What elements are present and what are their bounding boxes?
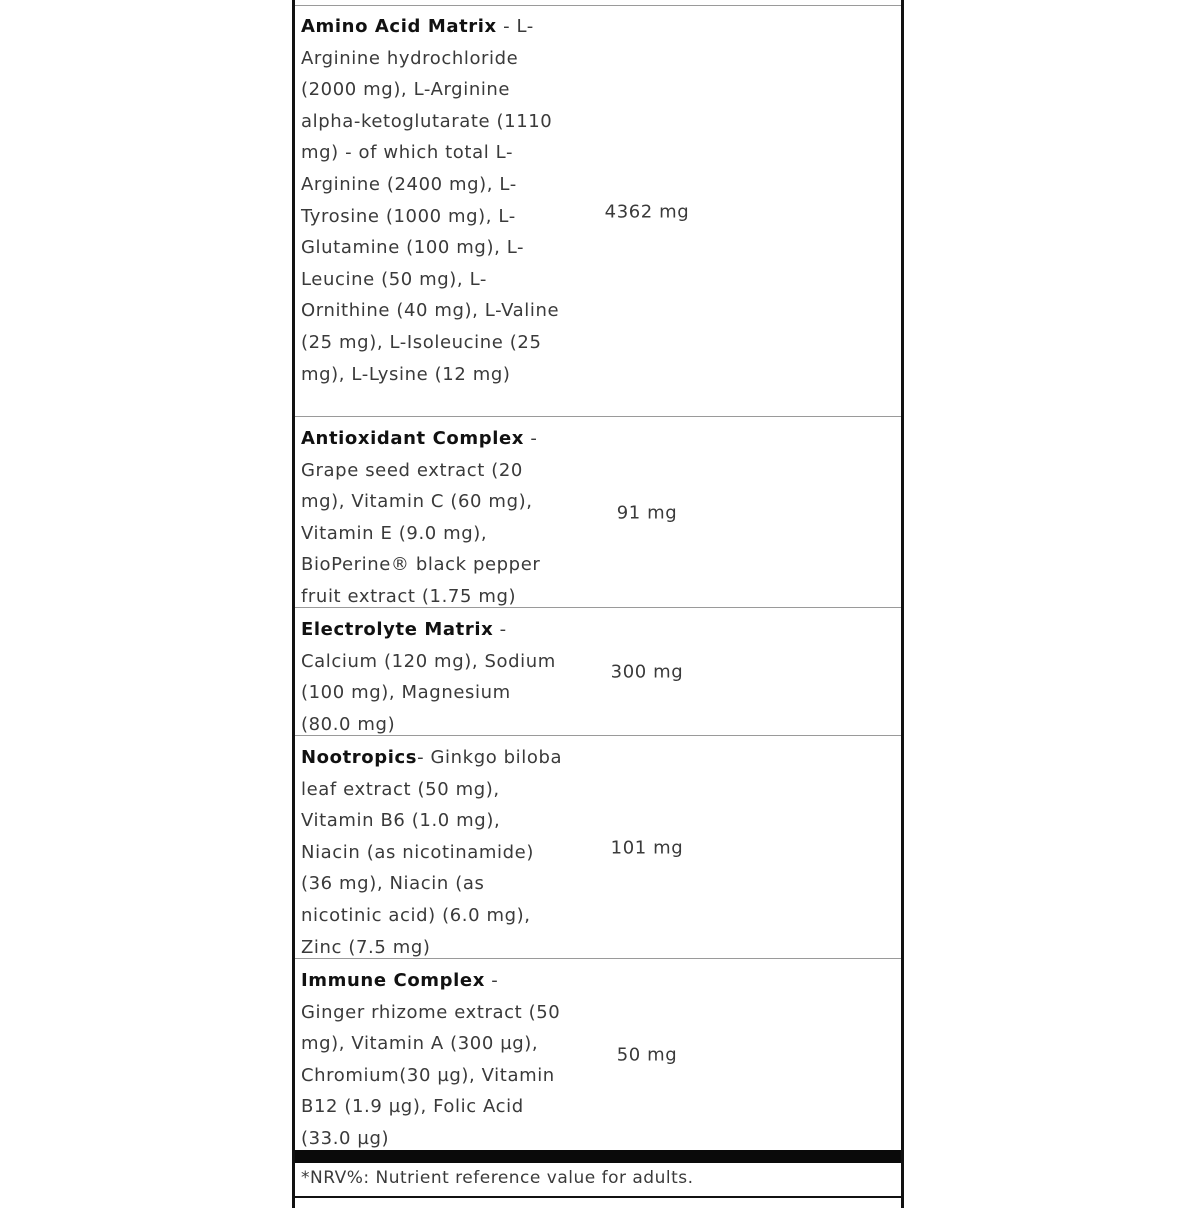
ingredient-description (301, 614, 563, 740)
ingredient-name: Immune Complex (301, 970, 485, 991)
ingredient-detail: - Calcium (120 mg), Sodium (100 mg), Magnesium (80.0 mg) (301, 619, 556, 735)
ingredient-description (301, 965, 563, 1155)
thick-divider (295, 1150, 901, 1163)
ingredient-amount: 50 mg (616, 1044, 678, 1066)
ingredient-amount: 91 mg (616, 502, 678, 524)
ingredient-name: Amino Acid Matrix (301, 16, 497, 37)
ingredient-row-electrolyte (295, 608, 901, 736)
ingredient-description (301, 423, 563, 613)
ingredient-name: Nootropics (301, 747, 418, 768)
ingredient-row-amino-acid (295, 5, 901, 417)
ingredient-detail: - L-Arginine hydrochloride (2000 mg), L-Arginine alpha-ketoglutarate (1110 mg) - of which total L-Arginine (2400 mg), L-Tyrosine (1000 mg), L-Glutamine (100 mg), L-Leucine (50 mg), L-Ornithine (40 mg), L-Valine (25 mg), L-Isoleucine (25 mg), L-Lysine (12 mg) (301, 16, 560, 385)
supplement-facts-panel (292, 0, 904, 1208)
ingredient-name: Electrolyte Matrix (301, 619, 494, 640)
ingredient-row-antioxidant (295, 417, 901, 608)
ingredient-amount: 300 mg (610, 661, 684, 683)
footnote: *NRV%: Nutrient reference value for adults. (301, 1168, 694, 1188)
ingredient-description (301, 11, 563, 390)
ingredient-name: Antioxidant Complex (301, 428, 524, 449)
ingredient-detail: - Ginkgo biloba leaf extract (50 mg), Vitamin B6 (1.0 mg), Niacin (as nicotinamide) (36 mg), Niacin (as nicotinic acid) (6.0 mg), Zinc (7.5 mg) (301, 747, 563, 958)
bottom-divider (295, 1196, 901, 1198)
ingredient-detail: - Grape seed extract (20 mg), Vitamin C (60 mg), Vitamin E (9.0 mg), BioPerine® black pepper fruit extract (1.75 mg) (301, 428, 541, 607)
ingredient-description (301, 742, 563, 963)
ingredient-row-immune (295, 959, 901, 1150)
ingredient-detail: - Ginger rhizome extract (50 mg), Vitamin A (300 µg), Chromium(30 µg), Vitamin B12 (1.9 µg), Folic Acid (33.0 µg) (301, 970, 561, 1149)
ingredient-row-nootropics (295, 736, 901, 959)
ingredient-amount: 101 mg (610, 837, 684, 859)
ingredient-amount: 4362 mg (604, 201, 690, 223)
